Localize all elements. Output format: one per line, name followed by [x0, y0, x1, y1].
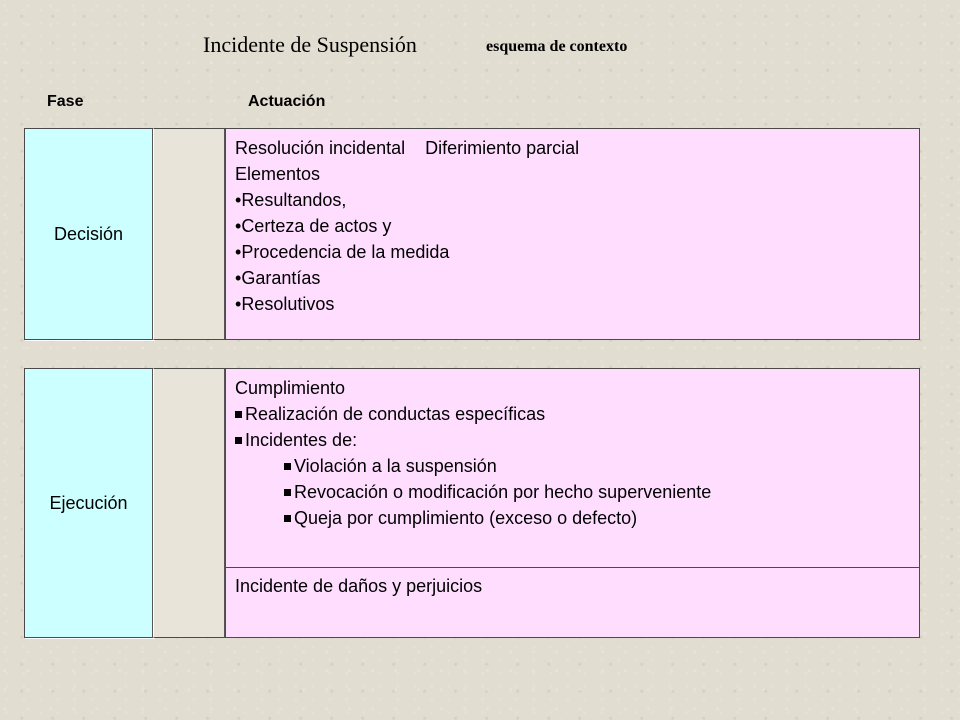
column-header-action: Actuación [248, 93, 326, 110]
decision-line: Resolución incidental Diferimiento parcial [235, 138, 580, 158]
decision-bullet: • Certeza de actos y [235, 213, 919, 239]
decision-bullet: • Resultandos, [235, 187, 919, 213]
decision-bullet: • Procedencia de la medida [235, 239, 919, 265]
ejecucion-item: Realización de conductas específicas [235, 401, 919, 427]
ejecucion-footer: Incidente de daños y perjuicios [235, 576, 483, 596]
column-header-phase: Fase [47, 93, 84, 110]
phase-ejecucion: Ejecución [24, 368, 154, 638]
ejecucion-subitem: Violación a la suspensión [235, 453, 919, 479]
decision-bullet: • Resolutivos [235, 291, 919, 317]
phase-decision: Decisión [24, 128, 154, 340]
decision-bullet: • Garantías [235, 265, 919, 291]
row-divider [226, 567, 919, 568]
spacer-ejecucion [153, 368, 226, 638]
action-decision [225, 128, 920, 340]
spacer-decision [153, 128, 226, 340]
diagram-subtitle: esquema de contexto [486, 38, 628, 55]
decision-line: Elementos [235, 164, 321, 184]
ejecucion-subitem: Queja por cumplimiento (exceso o defecto) [235, 505, 919, 531]
ejecucion-subitem: Revocación o modificación por hecho superveniente [235, 479, 919, 505]
ejecucion-heading: Cumplimiento [235, 378, 346, 398]
diagram-title: Incidente de Suspensión [203, 32, 417, 57]
ejecucion-item: Incidentes de: [235, 427, 919, 453]
action-ejecucion [225, 368, 920, 638]
